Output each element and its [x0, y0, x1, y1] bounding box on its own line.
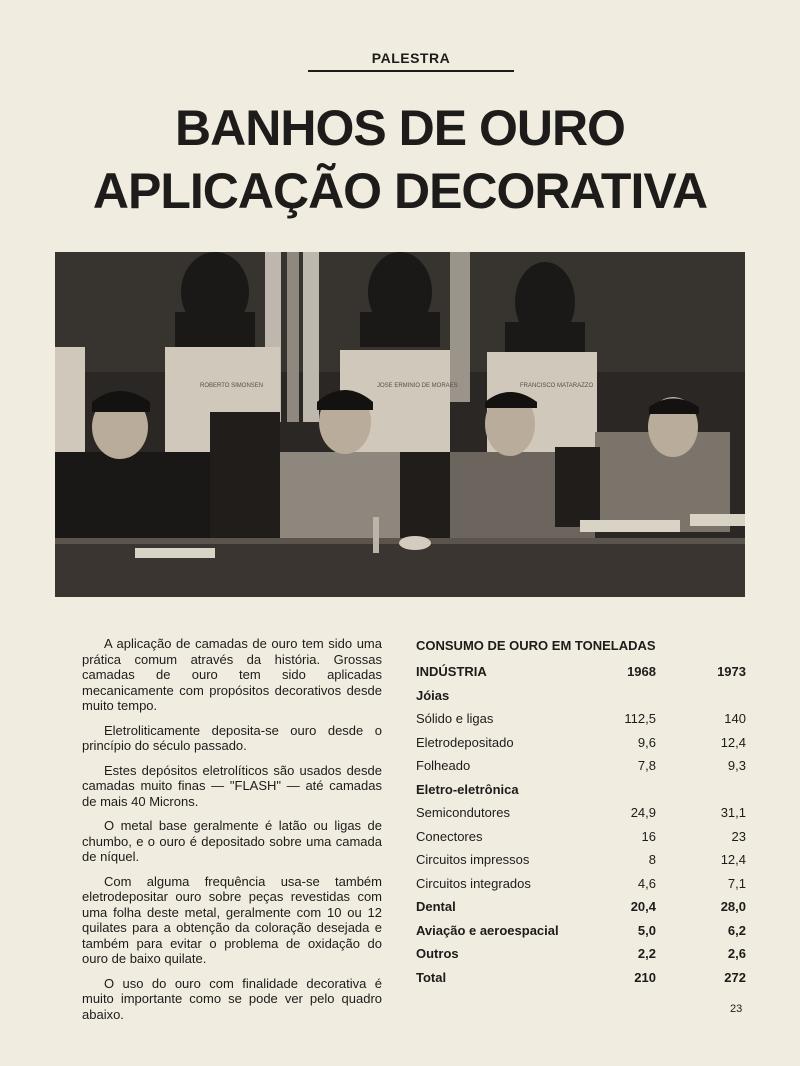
photo-illustration — [55, 252, 745, 597]
paragraph: Eletroliticamente deposita-se ouro desde o princípio do século passado. — [82, 722, 382, 753]
table-row — [416, 801, 746, 825]
row-label: Folheado — [416, 758, 471, 773]
value-1968: 210 — [634, 969, 656, 985]
value-1968: 7,8 — [637, 758, 656, 773]
value-1968: 24,9 — [630, 805, 656, 820]
value-1968: 16 — [641, 828, 656, 844]
row-label: Aviação e aeroespacial — [416, 922, 559, 938]
pedestal-label-1: ROBERTO SIMONSEN — [200, 383, 264, 389]
table-row — [416, 684, 746, 708]
value-1968: 5,0 — [637, 922, 656, 938]
table-row — [416, 919, 746, 943]
value-1968: 20,4 — [630, 899, 656, 914]
section-rule — [308, 70, 514, 72]
table-row — [416, 731, 746, 755]
paragraph: A aplicação de camadas de ouro tem sido uma prática comum através da história. Grossas camadas de ouro tem sido aplicadas mecanicamente com propósitos decorativos desde muito tempo. — [82, 636, 382, 713]
table-row — [416, 966, 746, 990]
table-row — [416, 848, 746, 872]
row-label: Jóias — [416, 687, 450, 703]
table-row — [416, 778, 746, 802]
table-row — [416, 707, 746, 731]
value-1973: 28,0 — [720, 899, 746, 914]
row-label: Eletrodepositado — [416, 734, 514, 750]
row-label: Outros — [416, 946, 459, 961]
panel-photo — [55, 252, 745, 597]
table-row — [416, 942, 746, 966]
value-1968: 2,2 — [637, 946, 656, 961]
value-1973: 272 — [724, 969, 746, 985]
section-label: PALESTRA — [371, 50, 451, 66]
pedestal-label-2: JOSE ERMINIO DE MORAES — [377, 383, 458, 389]
value-1973: 12,4 — [720, 852, 746, 867]
value-1973: 140 — [724, 711, 746, 726]
table-title: CONSUMO DE OURO EM TONELADAS — [416, 638, 656, 653]
row-label: Semicondutores — [416, 805, 510, 820]
value-1968: 112,5 — [624, 711, 656, 726]
value-1968: 9,6 — [637, 734, 656, 750]
row-label: Conectores — [416, 828, 483, 844]
value-1973: 2,6 — [727, 946, 746, 961]
paragraph: O metal base geralmente é latão ou ligas de chumbo, e o ouro é depositado sobre uma camada de níquel. — [82, 818, 382, 864]
value-1973: 12,4 — [720, 734, 746, 750]
row-label: Dental — [416, 899, 456, 914]
value-1968: 8 — [648, 852, 656, 867]
row-label: Circuitos impressos — [416, 852, 530, 867]
value-1973: 6,2 — [727, 922, 746, 938]
page-number: 23 — [730, 1003, 743, 1015]
table-row — [416, 872, 746, 896]
table-header — [416, 660, 746, 684]
table-row — [416, 895, 746, 919]
row-label: Eletro-eletrônica — [416, 781, 519, 797]
value-1973: 31,1 — [720, 805, 746, 820]
header-1973: 1973 — [717, 664, 746, 679]
row-label: Total — [416, 969, 447, 985]
value-1973: 7,1 — [727, 875, 746, 891]
title-line-2: APLICAÇÃO DECORATIVA — [92, 163, 708, 219]
header-1968: 1968 — [627, 664, 656, 679]
paragraph: O uso do ouro com finalidade decorativa é muito importante como se pode ver pelo quadro abaixo. — [82, 975, 382, 1022]
row-label: Sólido e ligas — [416, 711, 494, 726]
row-label: Circuitos integrados — [416, 875, 531, 891]
paragraph: Estes depósitos eletrolíticos são usados desde camadas muito finas — "FLASH" — até camadas de mais 40 Microns. — [82, 762, 382, 809]
title-line-1: BANHOS DE OURO — [175, 100, 625, 156]
value-1968: 4,6 — [637, 875, 656, 891]
value-1973: 23 — [731, 828, 746, 844]
article-body — [82, 636, 382, 1031]
value-1973: 9,3 — [727, 758, 746, 773]
header-industry: INDÚSTRIA — [416, 664, 487, 679]
gold-consumption-table — [416, 638, 746, 989]
table-row — [416, 754, 746, 778]
pedestal-label-3: FRANCISCO MATARAZZO — [520, 383, 594, 389]
paragraph: Com alguma frequência usa-se também eletrodepositar ouro sobre peças revestidas com uma folha deste metal, geralmente com 10 ou 12 quilates para a obtenção da coloração desejada e também para evitar o problema de oxidação do ouro de baixo quilate. — [82, 873, 382, 966]
table-row — [416, 825, 746, 849]
